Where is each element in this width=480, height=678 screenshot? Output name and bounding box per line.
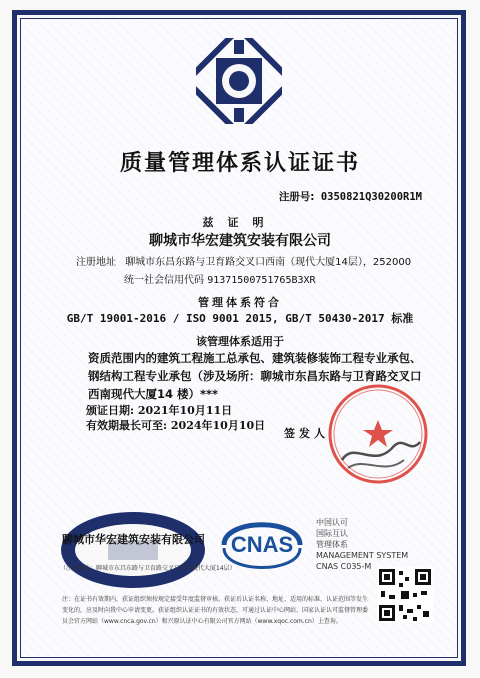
cnas-line: CNAS C035-M — [316, 562, 372, 571]
address-value: 聊城市东昌东路与卫育路交叉口西南（现代大厦14层），252000 — [125, 257, 412, 268]
valid-date-value: 2024年10月10日 — [170, 419, 266, 432]
issue-date-value: 2021年10月11日 — [137, 404, 233, 417]
registration-number — [279, 189, 422, 204]
cnas-line: MANAGEMENT SYSTEM — [316, 551, 409, 560]
red-seal-stamp — [324, 380, 432, 488]
credit-code-value: 91371500751765B3XR — [207, 275, 316, 286]
overlay-company-name: 聊城市华宏建筑安装有限公司 — [62, 533, 205, 546]
credit-code-line — [124, 271, 316, 286]
certify-heading: 兹证明 — [202, 216, 278, 229]
address-label: 注册地址 — [76, 257, 116, 268]
applies-heading: 该管理体系适用于 — [196, 335, 284, 348]
issue-date-label: 颁证日期: — [86, 404, 135, 417]
certificate-title: 质量管理体系认证证书 — [119, 151, 360, 176]
cnas-line: 管理体系 — [316, 540, 348, 549]
cnas-description — [316, 517, 408, 572]
valid-date-label: 有效期最长可至: — [86, 419, 168, 432]
registration-value: 0350821Q30200R1M — [320, 191, 422, 203]
footer-note: 注：在证书有效期内，获证组织须按规定接受年度监督审核。获证后认证名称、地址、适用的标准、认证范围等发生变化的，应及时向我中心申请变更。获证组织认证证书的有效状态，可通过认证中心网站、国家认证认可监督管理委员会官方网站（www.cnca.gov.cn）和兴原认证中心有限公司官方网站（www.xqoc.com.cn）上查询。 — [62, 596, 369, 625]
valid-date-line — [86, 418, 265, 433]
cnas-line: 中国认可 — [316, 518, 348, 527]
credit-code-label: 统一社会信用代码 — [124, 275, 204, 286]
issuer-label: 签发人 — [284, 427, 329, 440]
cnas-wordmark: CNAS — [230, 532, 294, 557]
certification-scope: 资质范围内的建筑工程施工总承包、建筑装修装饰工程专业承包、钢结构工程专业承包（涉及场所：聊城市东昌东路与卫育路交叉口西南现代大厦14 楼）*** — [88, 351, 422, 401]
certification-body-logo — [196, 38, 282, 124]
dates-block — [86, 403, 265, 433]
standards-line: GB/T 19001-2016 / ISO 9001 2015, GB/T 50430-2017 标准 — [66, 312, 414, 325]
cnas-line: 国际互认 — [316, 529, 348, 538]
conformity-heading: 管理体系符合 — [198, 296, 282, 309]
overlay-address: （注册地址：聊城市东昌东路与卫育路交叉口西南现代大厦14层） — [60, 565, 236, 572]
company-name: 聊城市华宏建筑安装有限公司 — [149, 233, 331, 249]
cnas-logo — [214, 512, 310, 578]
address-line — [76, 253, 417, 268]
qr-code — [377, 567, 433, 623]
issue-date-line — [86, 403, 265, 418]
iaf-mla-logo — [58, 510, 208, 590]
registration-label: 注册号: — [278, 191, 315, 203]
